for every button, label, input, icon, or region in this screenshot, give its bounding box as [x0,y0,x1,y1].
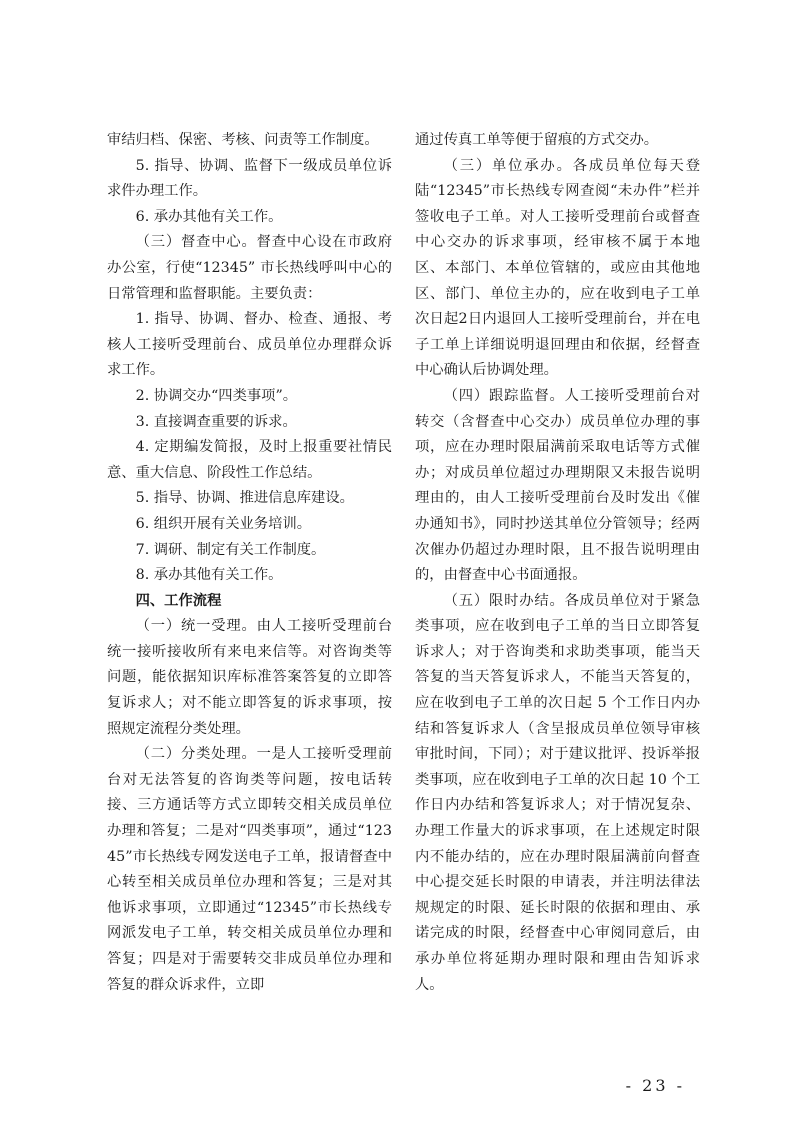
paragraph: （五）限时办结。各成员单位对于紧急类事项，应在收到电子工单的当日立即答复诉求人；对于咨询类和求助类事项，能当天答复的当天答复诉求人，不能当天答复的，应在收到电子工单的次日起 5 个工作日内办结和答复诉求人（含呈报成员单位领导审核审批时间，下同）；对于建议批评、投诉举报类事项，应在收到电子工单的次日起 10 个工作日内办结和答复诉求人；对于情况复杂、办理工作量大的诉求事项，在上述规定时限内不能办结的，应在办理时限届满前向督查中心提交延长时限的申请表，并注明法律法规规定的时限、延长时限的依据和理由、承诺完成的时限，经督查中心审阅同意后，由承办单位将延期办理时限和理由告知诉求人。 [415,592,700,993]
paragraph: 通过传真工单等便于留痕的方式交办。 [415,132,659,148]
paragraph: 1. 指导、协调、督办、检查、通报、考核人工接听受理前台、成员单位办理群众诉求工作。 [107,311,392,379]
paragraph: 审结归档、保密、考核、问责等工作制度。 [107,132,379,148]
left-column [107,128,392,998]
paragraph: （三）督查中心。督查中心设在市政府办公室，行使“12345” 市长热线呼叫中心的日常管理和监督职能。主要负责： [107,234,392,302]
paragraph: 4. 定期编发简报，及时上报重要社情民意、重大信息、阶段性工作总结。 [107,439,392,481]
paragraph: （二）分类处理。一是人工接听受理前台对无法答复的咨询类等问题，按电话转接、三方通话等方式立即转交相关成员单位办理和答复；二是对“四类事项”，通过“12345”市长热线专网发送电子工单，报请督查中心转至相关成员单位办理和答复；三是对其他诉求事项，立即通过“12345”市长热线专网派发电子工单，转交相关成员单位办理和答复；四是对于需要转交非成员单位办理和答复的群众诉求件，立即 [107,746,392,993]
right-column [415,128,700,998]
paragraph: 7. 调研、制定有关工作制度。 [135,541,326,558]
page-number: - 23 - [625,1076,685,1095]
paragraph: （一）统一受理。由人工接听受理前台统一接听接收所有来电来信等。对咨询类等问题，能依据知识库标准答案答复的立即答复诉求人；对不能立即答复的诉求事项，按照规定流程分类处理。 [107,618,392,737]
paragraph: （三）单位承办。各成员单位每天登陆“12345”市长热线专网查阅“未办件”栏并签收电子工单。对人工接听受理前台或督查中心交办的诉求事项，经审核不属于本地区、本部门、本单位管辖的，或应由其他地区、部门、单位主办的，应在收到电子工单次日起2日内退回人工接听受理前台，并在电子工单上详细说明退回理由和依据，经督查中心确认后协调处理。 [415,157,700,379]
paragraph: 3. 直接调查重要的诉求。 [135,413,297,430]
paragraph: 5. 指导、协调、监督下一级成员单位诉求件办理工作。 [107,157,392,200]
paragraph: 8. 承办其他有关工作。 [135,567,283,584]
paragraph: 2. 协调交办“四类事项”。 [135,387,298,404]
paragraph: 6. 承办其他有关工作。 [135,208,283,225]
paragraph: 5. 指导、协调、推进信息库建设。 [135,490,354,507]
paragraph: 6. 组织开展有关业务培训。 [135,515,312,532]
paragraph: （四）跟踪监督。人工接听受理前台对转交（含督查中心交办）成员单位办理的事项，应在办理时限届满前采取电话等方式催办；对成员单位超过办理期限又未报告说明理由的，由人工接听受理前台及时发出《催办通知书》，同时抄送其单位分管领导；经两次催办仍超过办理时限，且不报告说明理由的，由督查中心书面通报。 [415,387,700,584]
section-heading: 四、工作流程 [135,592,222,609]
